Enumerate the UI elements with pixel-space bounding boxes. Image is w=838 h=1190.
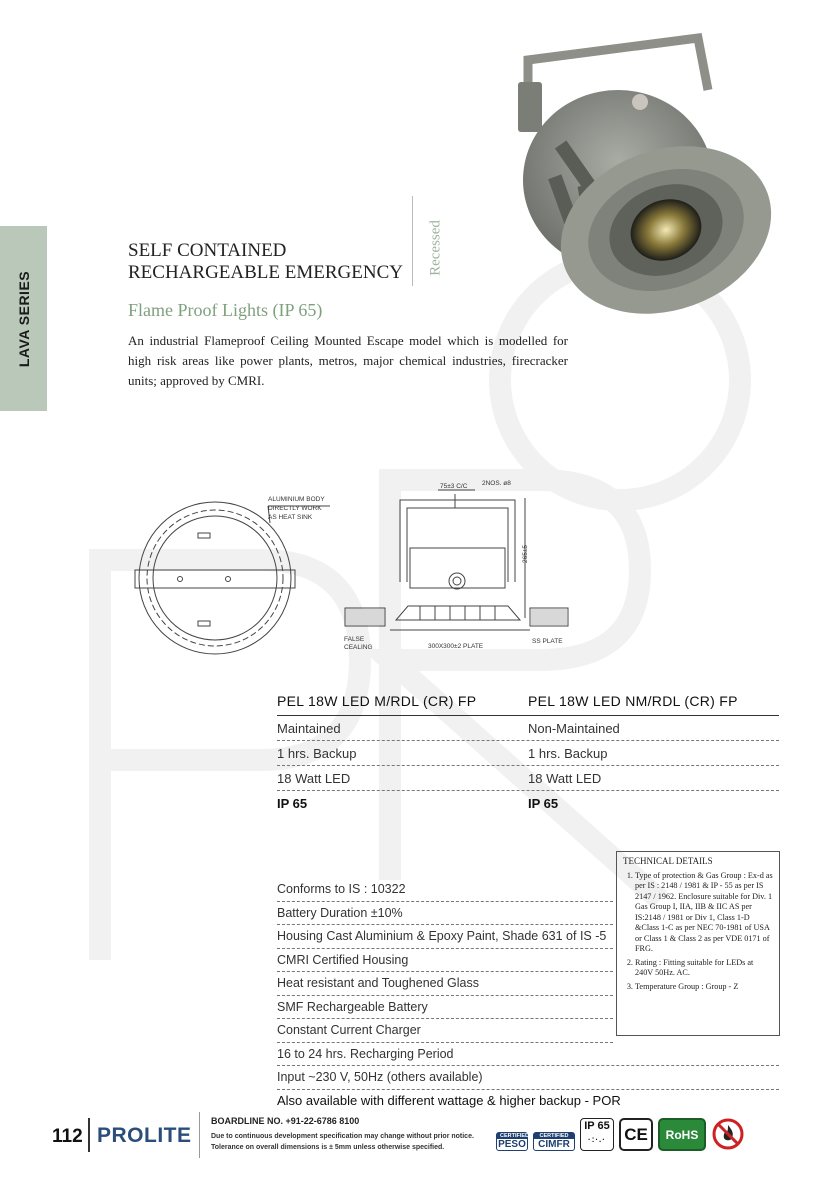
ip65-badge-label: IP 65 [584, 1120, 610, 1132]
callout-line-2: DIRECTLY WORK [268, 505, 322, 512]
model-m-header: PEL 18W LED M/RDL (CR) FP [277, 693, 477, 709]
technical-heading: TECHNICAL DETAILS [623, 856, 713, 866]
table-cell: Non-Maintained [528, 720, 620, 736]
table-cell: 18 Watt LED [528, 770, 602, 786]
boardline-number: BOARDLINE NO. +91-22-6786 8100 [211, 1116, 360, 1126]
list-item: SMF Rechargeable Battery [277, 996, 613, 1020]
cimfr-badge-label: CIMFR [538, 1139, 570, 1150]
footer-note-2: Tolerance on overall dimensions is ± 5mm unless otherwise specified. [211, 1144, 445, 1151]
technical-list [623, 871, 773, 993]
availability-note: Also available with different wattage & higher backup - POR [277, 1093, 621, 1109]
title-line-2: RECHARGEABLE EMERGENCY [128, 262, 403, 283]
product-image [508, 30, 838, 320]
cimfr-badge-top: CERTIFIED [534, 1133, 574, 1139]
certification-badges [496, 1117, 745, 1151]
table-row [277, 741, 779, 766]
model-nm-header: PEL 18W LED NM/RDL (CR) FP [528, 693, 738, 709]
table-cell: 1 hrs. Backup [528, 745, 608, 761]
page-number: 112 [52, 1126, 83, 1147]
brand-logo: PROLITE [97, 1124, 192, 1147]
technical-details-box [616, 851, 780, 1036]
table-row [277, 791, 779, 815]
footer-notes [211, 1131, 474, 1153]
table-cell: 1 hrs. Backup [277, 745, 357, 761]
list-item: Constant Current Charger [277, 1019, 613, 1043]
spec-header-row [277, 693, 779, 716]
table-row [277, 766, 779, 791]
category-text: Recessed [427, 220, 444, 276]
title-divider [412, 196, 413, 286]
dim-hole: 2NOS. ø8 [482, 480, 511, 487]
product-title [128, 240, 403, 284]
list-item: 1. Type of protection & Gas Group : Ex-d as per IS : 2148 / 1981 & IP - 55 as per IS 2147 / 1962. Enclosure suitable for Div. 1 Gas Group I, IIA, IIB & IIC AS per IS:2148 / 1981 or Div 1, Class 1-D &Class 1-C as per NEC 70-1981 of USA or Class 1 & Class 2 as per VDE 0171 of FRG. [635, 871, 773, 955]
ip-dots-icon: ·:·.· [588, 1135, 606, 1144]
no-flame-icon [711, 1117, 745, 1151]
series-tab [0, 226, 47, 411]
table-cell: Maintained [277, 720, 341, 736]
list-item: Conforms to IS : 10322 [277, 878, 613, 902]
list-item: 16 to 24 hrs. Recharging Period [277, 1043, 779, 1067]
plate-label: 300X300±2 PLATE [428, 643, 484, 650]
ip65-badge [580, 1118, 614, 1151]
callout-line-1: ALUMINIUM BODY [268, 496, 325, 503]
false-ceiling-2: CEALING [344, 644, 373, 651]
callout-line-3: AS HEAT SINK [268, 514, 313, 521]
footer-note-1: Due to continuous development specification may change without prior notice. [211, 1133, 474, 1140]
list-item: Battery Duration ±10% [277, 902, 613, 926]
ss-plate-label: SS PLATE [532, 638, 563, 645]
list-item: Heat resistant and Toughened Glass [277, 972, 613, 996]
technical-drawing [120, 478, 570, 663]
cimfr-badge [533, 1132, 575, 1151]
product-subtitle: Flame Proof Lights (IP 65) [128, 300, 323, 320]
rohs-badge: RoHS [658, 1118, 706, 1151]
title-line-1: SELF CONTAINED [128, 240, 287, 261]
product-description: An industrial Flameproof Ceiling Mounted Escape model which is modelled for high risk areas like power plants, metros, major chemical industries, firecracker units; approved by CMRI. [128, 333, 568, 388]
peso-badge-label: PESO [498, 1139, 526, 1150]
footer-divider [88, 1118, 90, 1152]
category-label [425, 210, 447, 286]
table-cell: 18 Watt LED [277, 770, 351, 786]
model-spec-table [277, 693, 779, 815]
table-row [277, 716, 779, 741]
series-tab-label: LAVA SERIES [15, 270, 32, 367]
footer-divider [199, 1112, 200, 1158]
ce-mark: CE [619, 1118, 653, 1151]
dim-top: 75±3 C/C [440, 483, 468, 490]
table-cell: IP 65 [277, 795, 308, 811]
dim-height: 265±5 [522, 544, 529, 563]
false-ceiling-1: FALSE [344, 636, 365, 643]
peso-badge [496, 1132, 528, 1151]
list-item: 2. Rating : Fitting suitable for LEDs at 240V 50Hz. AC. [635, 958, 773, 979]
peso-badge-top: CERTIFIED [497, 1133, 527, 1139]
list-item: 3. Temperature Group : Group - Z [635, 982, 773, 993]
list-item: Housing Cast Aluminium & Epoxy Paint, Shade 631 of IS -5 [277, 925, 613, 949]
table-cell: IP 65 [528, 795, 559, 811]
list-item: Input ~230 V, 50Hz (others available) [277, 1066, 779, 1090]
list-item: CMRI Certified Housing [277, 949, 613, 973]
